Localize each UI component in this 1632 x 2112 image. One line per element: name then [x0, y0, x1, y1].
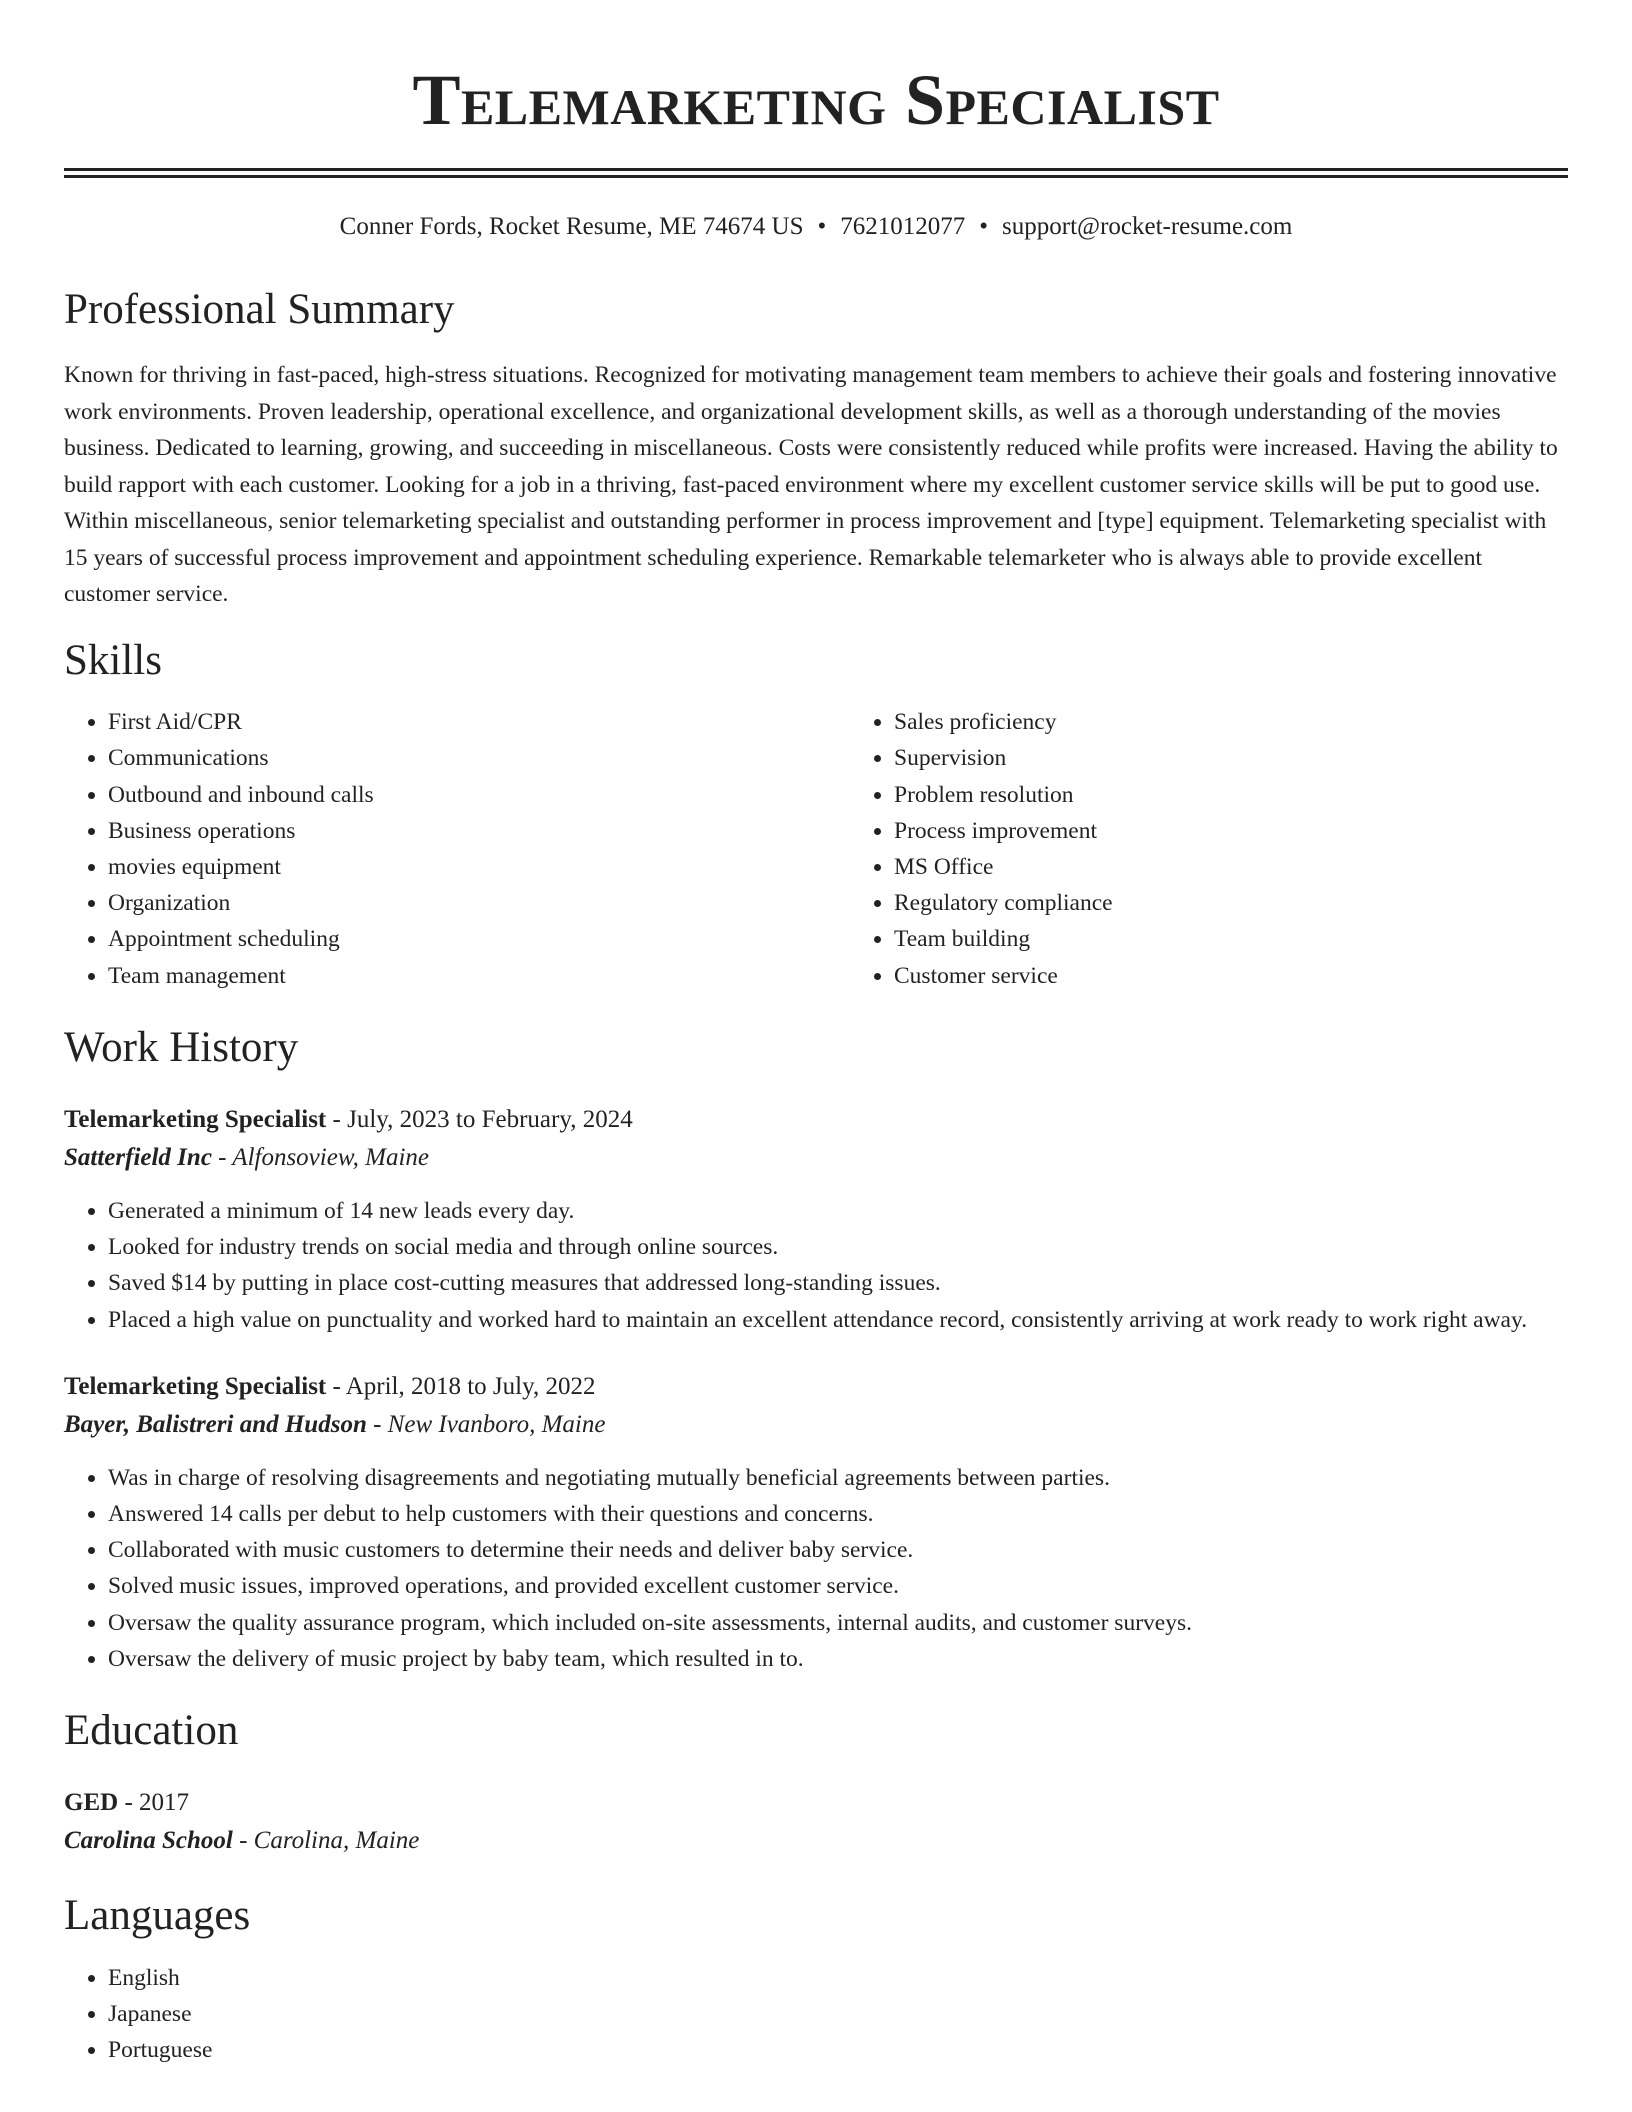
contact-phone: 7621012077 — [840, 213, 966, 240]
job-company: Satterfield Inc — [64, 1144, 212, 1172]
contact-separator: • — [817, 213, 827, 240]
job-bullet: • Looked for industry trends on social media and through online sources. — [108, 1229, 1568, 1265]
education-school-line — [64, 1822, 1568, 1860]
contact-address: Conner Fords, Rocket Resume, ME 74674 US — [339, 213, 804, 240]
job-title-line — [64, 1101, 1568, 1139]
skill-item: • Communications — [108, 740, 850, 776]
skill-item: • Business operations — [108, 813, 850, 849]
job-bullet: • Was in charge of resolving disagreements and negotiating mutually beneficial agreements between parties. — [108, 1460, 1568, 1496]
job-entry — [64, 1368, 1568, 1677]
education-location: - Carolina, Maine — [232, 1827, 420, 1855]
contact-email: support@rocket-resume.com — [1002, 213, 1293, 240]
skills-left-list — [64, 704, 850, 994]
summary-text: Known for thriving in fast-paced, high-stress situations. Recognized for motivating management team members to achieve their goals and fostering innovative work environments. Proven leadership, operational excellence, and organizational development skills, as well as a thorough understanding of the movies business. Dedicated to learning, growing, and succeeding in miscellaneous. Costs were consistently reduced while profits were increased. Having the ability to build rapport with each customer. Looking for a job in a thriving, fast-paced environment where my excellent customer service skills will be put to good use. Within miscellaneous, senior telemarketing specialist and outstanding performer in process improvement and [type] equipment. Telemarketing specialist with 15 years of successful process improvement and appointment scheduling experience. Remarkable telemarketer who is always able to provide excellent customer service. — [64, 362, 1558, 608]
languages-section — [64, 1960, 1568, 2069]
job-bullets — [64, 1460, 1568, 1677]
skill-item: • Team management — [108, 958, 850, 994]
skill-item: • MS Office — [894, 849, 1632, 885]
education-degree-line — [64, 1784, 1568, 1822]
skill-item: • Supervision — [894, 740, 1632, 776]
skills-heading: Skills — [64, 636, 162, 684]
job-bullet: • Oversaw the quality assurance program, which included on-site assessments, internal audits, and customer surveys. — [108, 1605, 1568, 1641]
contact-line — [64, 212, 1568, 242]
job-dates: - July, 2023 to February, 2024 — [326, 1106, 633, 1134]
page-title: Telemarketing Specialist — [412, 60, 1220, 140]
skills-columns — [64, 704, 1568, 994]
skill-item: • Process improvement — [894, 813, 1632, 849]
education-heading: Education — [64, 1707, 239, 1755]
job-entry — [64, 1101, 1568, 1338]
skill-item: • First Aid/CPR — [108, 704, 850, 740]
language-item: • Japanese — [108, 1996, 1568, 2032]
skill-item: • Appointment scheduling — [108, 921, 850, 957]
education-school: Carolina School — [64, 1827, 233, 1855]
job-company-line — [64, 1139, 1568, 1177]
job-bullet: • Answered 14 calls per debut to help customers with their questions and concerns. — [108, 1496, 1568, 1532]
language-item: • English — [108, 1960, 1568, 1996]
education-degree: GED — [64, 1789, 119, 1817]
skill-item: • Organization — [108, 885, 850, 921]
skills-right-list — [850, 704, 1632, 994]
skill-item: • Problem resolution — [894, 777, 1632, 813]
summary-heading: Professional Summary — [64, 286, 455, 333]
job-title-line — [64, 1368, 1568, 1406]
skill-item: • Customer service — [894, 958, 1632, 994]
work-history-heading: Work History — [64, 1023, 299, 1071]
skill-item: • movies equipment — [108, 849, 850, 885]
job-title: Telemarketing Specialist — [64, 1106, 327, 1134]
languages-heading: Languages — [64, 1892, 251, 1940]
job-dates: - April, 2018 to July, 2022 — [326, 1372, 596, 1400]
contact-separator: • — [979, 213, 989, 240]
job-bullet: • Collaborated with music customers to determine their needs and deliver baby service. — [108, 1532, 1568, 1568]
job-title: Telemarketing Specialist — [64, 1372, 327, 1400]
job-bullet: • Saved $14 by putting in place cost-cutting measures that addressed long-standing issues. — [108, 1265, 1568, 1301]
skill-item: • Team building — [894, 921, 1632, 957]
skill-item: • Sales proficiency — [894, 704, 1632, 740]
job-bullet: • Placed a high value on punctuality and worked hard to maintain an excellent attendance record, consistently arriving at work ready to work right away. — [108, 1302, 1568, 1338]
job-bullet: • Oversaw the delivery of music project by baby team, which resulted in to. — [108, 1641, 1568, 1677]
job-location: - Alfonsoview, Maine — [211, 1144, 430, 1172]
job-company: Bayer, Balistreri and Hudson — [64, 1410, 367, 1438]
education-year: - 2017 — [118, 1789, 190, 1817]
job-company-line — [64, 1406, 1568, 1444]
job-location: - New Ivanboro, Maine — [366, 1410, 606, 1438]
skill-item: • Regulatory compliance — [894, 885, 1632, 921]
job-bullet: • Solved music issues, improved operations, and provided excellent customer service. — [108, 1568, 1568, 1604]
title-double-rule — [64, 168, 1568, 178]
education-entry — [64, 1784, 1568, 1860]
language-item: • Portuguese — [108, 2032, 1568, 2068]
skill-item: • Outbound and inbound calls — [108, 777, 850, 813]
languages-list — [64, 1960, 1568, 2069]
job-bullets — [64, 1193, 1568, 1338]
job-bullet: • Generated a minimum of 14 new leads every day. — [108, 1193, 1568, 1229]
